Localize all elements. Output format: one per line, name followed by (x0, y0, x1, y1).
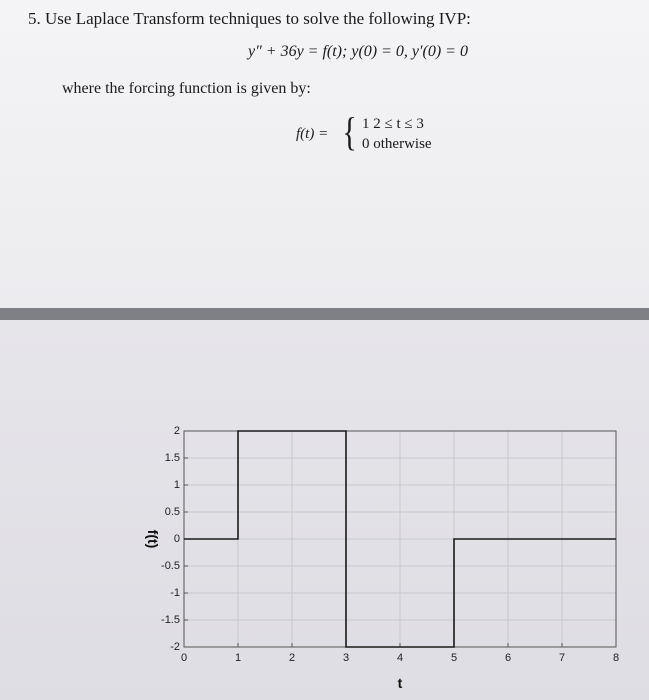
piecewise-case-1: 1 2 ≤ t ≤ 3 (362, 116, 424, 132)
y-tick-label: 1 (173, 478, 180, 491)
y-tick-label: -2 (170, 640, 180, 653)
axis-ticks (161, 425, 619, 664)
page-divider (0, 308, 649, 320)
piecewise-lhs: f(t) = (296, 126, 329, 142)
y-tick-label: 0.5 (164, 505, 180, 518)
x-tick-label: 6 (504, 652, 512, 664)
x-tick-label: 5 (450, 652, 458, 664)
x-axis-label: t (397, 675, 403, 691)
y-axis-label: f(t) (145, 529, 161, 549)
piecewise-case-2: 0 otherwise (362, 136, 432, 152)
y-tick-label: 0 (173, 532, 180, 545)
forcing-function-chart (0, 320, 649, 700)
x-tick-label: 3 (342, 652, 350, 664)
x-tick-label: 0 (180, 652, 188, 664)
x-tick-label: 4 (396, 652, 404, 664)
y-tick-label: -0.5 (161, 559, 180, 572)
x-tick-label: 2 (288, 652, 296, 664)
x-tick-label: 7 (558, 652, 566, 664)
x-tick-label: 8 (612, 652, 620, 664)
forcing-intro-text: where the forcing function is given by: (62, 80, 311, 97)
ode-equation: y″ + 36y = f(t); y(0) = 0, y′(0) = 0 (248, 43, 468, 60)
y-tick-label: -1 (170, 586, 180, 599)
piecewise-brace: { (342, 109, 357, 154)
x-tick-label: 1 (234, 652, 242, 664)
y-tick-label: 1.5 (164, 451, 180, 464)
problem-heading: 5. Use Laplace Transform techniques to solve the following IVP: (28, 9, 471, 28)
y-tick-label: -1.5 (161, 613, 180, 626)
y-tick-label: 2 (173, 424, 180, 437)
